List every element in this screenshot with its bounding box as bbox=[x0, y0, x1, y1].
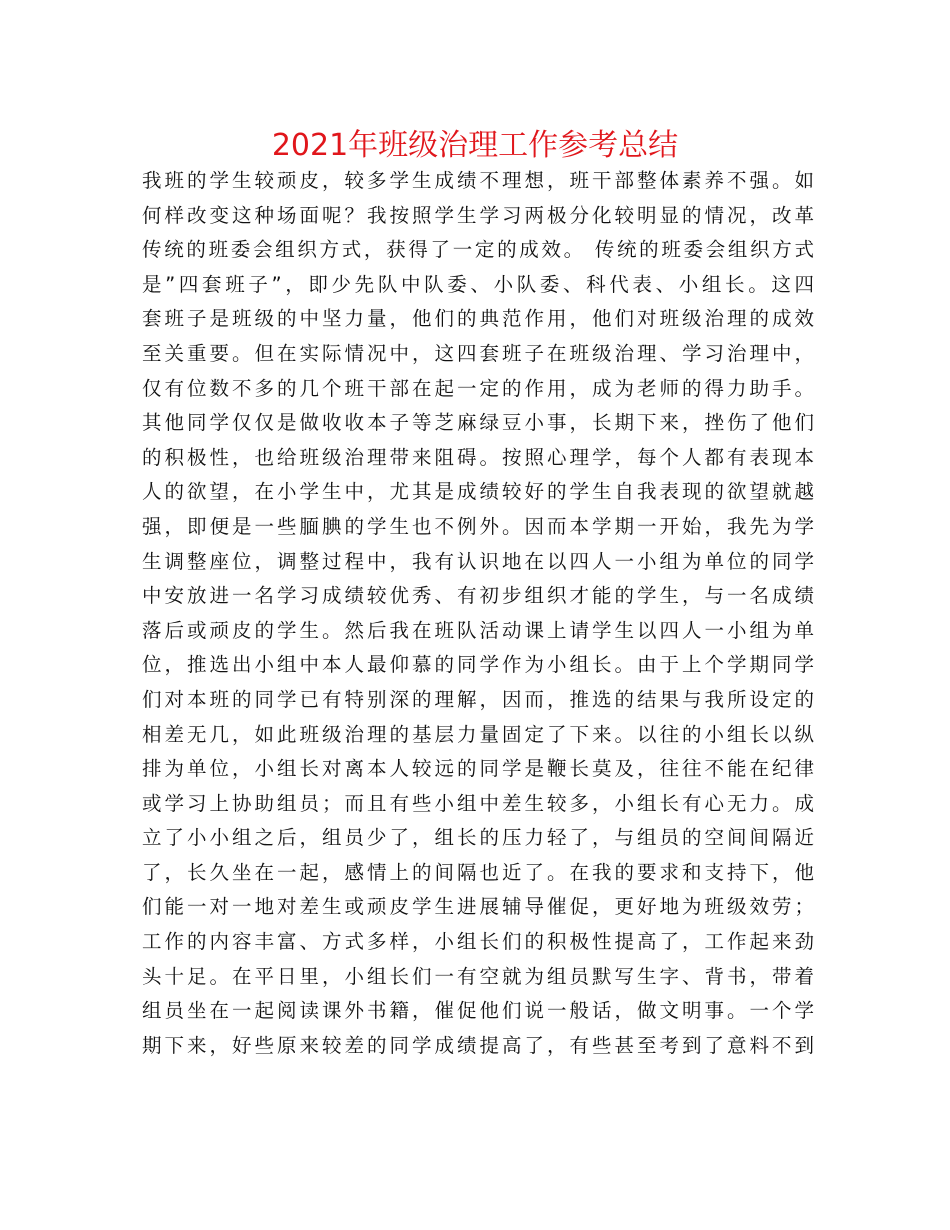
body-text-line: 期下来，好些原来较差的同学成绩提高了，有些甚至考到了意料不到 bbox=[142, 1033, 814, 1057]
body-text-line: 强，即便是一些腼腆的学生也不例外。因而本学期一开始，我先为学 bbox=[142, 514, 814, 538]
body-text-line: 的积极性，也给班级治理带来阻碍。按照心理学，每个人都有表现本 bbox=[142, 445, 814, 469]
body-text-line: 落后或顽皮的学生。然后我在班队活动课上请学生以四人一小组为单 bbox=[142, 618, 814, 642]
body-text-line: 我班的学生较顽皮，较多学生成绩不理想，班干部整体素养不强。如 bbox=[142, 169, 814, 192]
body-text-line: 头十足。在平日里，小组长们一有空就为组员默写生字、背书，带着 bbox=[142, 964, 814, 988]
body-text-line: 了，长久坐在一起，感情上的间隔也近了。在我的要求和支持下，他 bbox=[142, 860, 814, 884]
body-text-line: 组员坐在一起阅读课外书籍，催促他们说一般话，做文明事。一个学 bbox=[142, 999, 814, 1023]
body-text-line: 们能一对一地对差生或顽皮学生进展辅导催促，更好地为班级效劳； bbox=[142, 895, 814, 919]
body-text-line: 何样改变这种场面呢？我按照学生学习两极分化较明显的情况，改革 bbox=[142, 203, 814, 227]
body-text-line: 工作的内容丰富、方式多样，小组长们的积极性提高了，工作起来劲 bbox=[142, 930, 814, 954]
body-text-line: 传统的班委会组织方式，获得了一定的成效。 传统的班委会组织方式 bbox=[142, 238, 814, 262]
body-text-line: 其他同学仅仅是做收收本子等芝麻绿豆小事，长期下来，挫伤了他们 bbox=[142, 411, 814, 435]
body-text-line: 立了小小组之后，组员少了，组长的压力轻了，与组员的空间间隔近 bbox=[142, 826, 814, 850]
body-text-line: 人的欲望，在小学生中，尤其是成绩较好的学生自我表现的欲望就越 bbox=[142, 480, 814, 504]
body-text-line: 相差无几，如此班级治理的基层力量固定了下来。以往的小组长以纵 bbox=[142, 722, 814, 746]
document-title: 2021年班级治理工作参考总结 bbox=[271, 128, 679, 163]
document-body bbox=[142, 164, 814, 1063]
body-text-line: 或学习上协助组员；而且有些小组中差生较多，小组长有心无力。成 bbox=[142, 791, 814, 815]
body-text-line: 排为单位，小组长对离本人较远的同学是鞭长莫及，往往不能在纪律 bbox=[142, 757, 814, 781]
body-text-line: 中安放进一名学习成绩较优秀、有初步组织才能的学生，与一名成绩 bbox=[142, 584, 814, 608]
body-text-line: 至关重要。但在实际情况中，这四套班子在班级治理、学习治理中， bbox=[142, 341, 814, 365]
body-text-line: 们对本班的同学已有特别深的理解，因而，推选的结果与我所设定的 bbox=[142, 687, 814, 711]
body-text-line: 套班子是班级的中坚力量，他们的典范作用，他们对班级治理的成效 bbox=[142, 307, 814, 331]
body-text-line: 仅有位数不多的几个班干部在起一定的作用，成为老师的得力助手。 bbox=[142, 376, 814, 400]
body-text-line: 位，推选出小组中本人最仰慕的同学作为小组长。由于上个学期同学 bbox=[142, 653, 814, 677]
body-text-line: 生调整座位，调整过程中，我有认识地在以四人一小组为单位的同学 bbox=[142, 549, 814, 573]
body-text-line: 是”四套班子”，即少先队中队委、小队委、科代表、小组长。这四 bbox=[142, 272, 814, 296]
